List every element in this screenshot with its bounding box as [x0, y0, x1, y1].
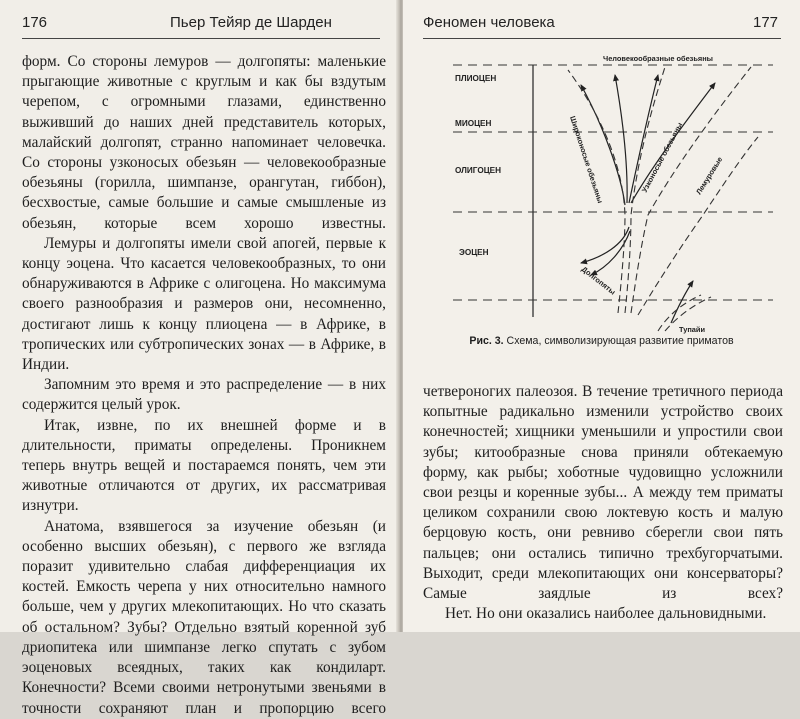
- left-body-text: [22, 52, 386, 719]
- left-paragraph-2: Лемуры и долгопяты имели свой апогей, первые к концу эоцена. Что касается человекообразных, то они обнаруживаются в Африке с олигоцена. Но максимума своего разнообразия и размеров они, несомненно, достигают лишь к концу плиоцена — в Африке, в тропических или субтропических зонах — в Африке, в Индии.: [22, 234, 386, 374]
- left-header-rule: [22, 38, 380, 39]
- left-paragraph-4: Итак, извне, по их внешней форме и в длительности, приматы определены. Проникнем теперь внутрь вещей и постараемся понять, чем эти животные отличаются от других, их рассматривая изнутри.: [22, 416, 386, 515]
- label-lemurs: Лемуровые: [694, 155, 725, 197]
- left-paragraph-5: Анатома, взявшегося за изучение обезьян (и особенно высших обезьян), с первого же взгляда поразит удивительно слабая дифференциация их костей. Емкость черепа у них относительно намного больше, чем у других млекопитающих. Но что сказать об остальном? Зубы? Отдельно взятый коренной зуб дриопитека или шимпанзе легко спутать с зубом эоценовых всеядных, таких как кондиларт. Конечности? Всеми своими нетронутыми звеньями в точности сохраняют план и пропорцию всего: [22, 517, 386, 717]
- left-running-head: Пьер Тейяр де Шарден: [170, 14, 332, 31]
- left-paragraph-3: Запомним это время и это распределение — в них содержится целый урок.: [22, 376, 386, 414]
- left-page-number: 176: [22, 14, 48, 31]
- label-tarsiers: Долгопяты: [579, 264, 618, 297]
- right-body-text: [423, 382, 783, 624]
- right-header-rule: [423, 38, 781, 39]
- figure-caption-text: Схема, символизирующая развитие приматов: [506, 335, 734, 347]
- primate-evolution-figure: [453, 45, 783, 335]
- right-paragraph-1: четвероногих палеозоя. В течение третичного периода копытные радикально изменили устройство своих конечностей; хищники уменьшили и упростили свои зубы; китообразные снова приняли обтекаемую форму, как рыбы; хоботные чудовищно усложнили свои резцы и коренные зубы... А между тем приматы целиком сохранили свою локтевую кость и малую берцовую кость, они ревниво сберегли свои пять пальцев; они остались типично трехбугорчатыми. Выходит, среди млекопитающих они консерваторы? Самые заядлые из всех?: [423, 383, 783, 603]
- era-label-pliocene: ПЛИОЦЕН: [455, 74, 497, 83]
- right-page-number: 177: [753, 14, 779, 31]
- label-narrow-nosed-monkeys: Узконосые обезьяны: [639, 120, 685, 194]
- right-paragraph-2: Нет. Но они оказались наиболее дальновидными.: [445, 605, 767, 623]
- figure-caption: [403, 334, 800, 348]
- era-label-eocene: ЭОЦЕН: [459, 248, 489, 257]
- left-paragraph-1: форм. Со стороны лемуров — долгопяты: маленькие прыгающие животные с круглым и как бы вздутым черепом, с огромными глазами, единственно выживший до наших дней представитель которых, малайский долгопят, странно напоминает человечка. Со стороны узконосых обезьян — человекообразные обезьяны (горилла, шимпанзе, орангутан, гиббон), бесхвостые, самые большие и самые смышленые из обезьян, которые всем хорошо известны.: [22, 53, 386, 232]
- figure-caption-label: Рис. 3.: [469, 335, 504, 347]
- label-great-apes: Человекообразные обезьяны: [603, 54, 713, 63]
- label-tupaias: Тупайи: [679, 325, 706, 334]
- label-broad-nosed-monkeys: Широконосые обезьяны: [568, 114, 605, 205]
- left-page: [0, 0, 398, 717]
- era-label-oligocene: ОЛИГОЦЕН: [455, 166, 502, 175]
- right-running-head: Феномен человека: [423, 14, 555, 31]
- right-page: [403, 0, 800, 632]
- primate-evolution-diagram: [453, 45, 783, 335]
- era-label-miocene: МИОЦЕН: [455, 119, 492, 128]
